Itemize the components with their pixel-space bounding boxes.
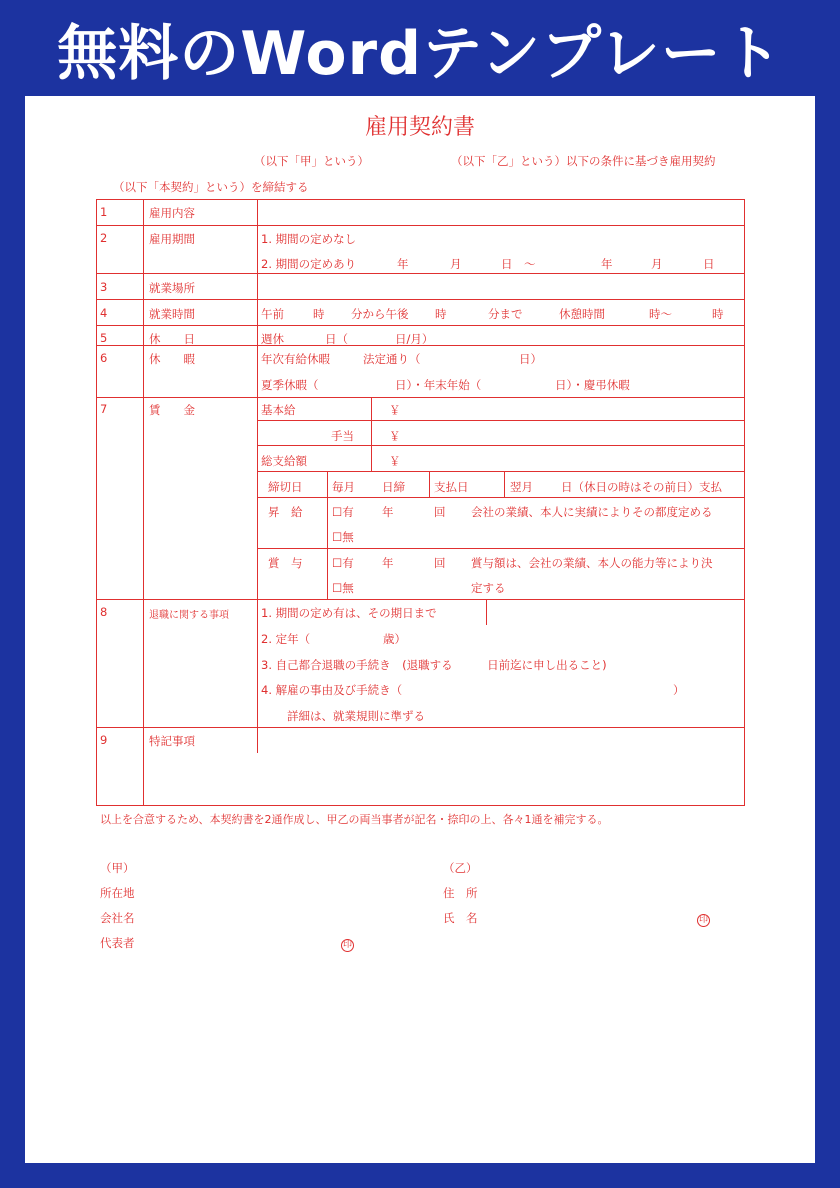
- bonus-year: 年: [382, 556, 394, 570]
- base-salary-label: 基本給: [261, 403, 296, 417]
- paid-leave-days: 日）: [519, 352, 542, 366]
- seal-icon: 印: [342, 940, 352, 950]
- hours-am: 午前: [261, 307, 284, 321]
- holiday-days: 日（: [325, 332, 348, 346]
- closing-date-label: 締切日: [268, 480, 303, 494]
- raise-note: 会社の業績、本人に実績によりその都度定める: [471, 505, 713, 519]
- raise-no-checkbox[interactable]: ☐無: [332, 530, 354, 544]
- bonus-note-line1: 賞与額は、会社の業績、本人の能力等により決: [471, 556, 713, 570]
- paid-leave-statutory: 法定通り（: [363, 352, 421, 366]
- intro-party-a: （以下「甲」という）: [254, 154, 369, 168]
- row9-number: 9: [100, 733, 108, 747]
- intro-party-b: （以下「乙」という）以下の条件に基づき雇用契約: [451, 154, 716, 168]
- retire-item-3: 3. 自己都合退職の手続き (退職する 日前迄に申し出ること): [261, 658, 607, 672]
- period-start-day: 日 ～: [501, 257, 536, 271]
- row8-label: 退職に関する事項: [149, 610, 229, 621]
- bonus-yes-checkbox[interactable]: ☐有: [332, 556, 354, 570]
- period-end-year: 年: [601, 257, 613, 271]
- party-b-heading: （乙）: [443, 861, 478, 875]
- raise-yes-checkbox[interactable]: ☐有: [332, 505, 354, 519]
- period-start-month: 月: [450, 257, 462, 271]
- row2-number: 2: [100, 231, 108, 245]
- bonus-note-line2: 定する: [471, 581, 506, 595]
- period-start-year: 年: [397, 257, 409, 271]
- summer-leave: 夏季休暇（: [261, 378, 319, 392]
- hours-min-pm: 分から午後: [351, 307, 409, 321]
- raise-label: 昇 給: [268, 505, 303, 519]
- retire-item-4-close: ）: [673, 683, 685, 697]
- party-b-address-label: 住 所: [443, 886, 478, 900]
- break-end: 時: [712, 307, 724, 321]
- intro-contract: （以下「本契約」という）を締結する: [113, 180, 309, 194]
- party-a-representative-label: 代表者: [100, 936, 135, 950]
- retire-item-1: 1. 期間の定め有は、その期日まで: [261, 606, 437, 620]
- hours-end-hour: 時: [435, 307, 447, 321]
- row3-number: 3: [100, 280, 108, 294]
- base-salary-yen: ￥: [389, 403, 401, 417]
- row2-label: 雇用期間: [149, 232, 195, 246]
- retire-item-4: 4. 解雇の事由及び手続き（: [261, 683, 403, 697]
- row6-number: 6: [100, 351, 108, 365]
- row7-number: 7: [100, 402, 108, 416]
- hours-start-hour: 時: [313, 307, 325, 321]
- payday-note: 日（休日の時はその前日）支払: [561, 480, 722, 494]
- closing-statement: 以上を合意するため、本契約書を2通作成し、甲乙の両当事者が記名・捺印の上、各々1通を補完する。: [100, 813, 609, 826]
- period-end-day: 日: [703, 257, 715, 271]
- raise-year: 年: [382, 505, 394, 519]
- row1-label: 雇用内容: [149, 206, 195, 220]
- allowance-label: 手当: [331, 429, 354, 443]
- hours-end-min: 分まで: [488, 307, 523, 321]
- row5-number: 5: [100, 331, 108, 345]
- paid-leave-label: 年次有給休暇: [261, 352, 330, 366]
- payday-next-month: 翌月: [510, 480, 533, 494]
- banner-title: 無料のWordテンプレート: [57, 19, 783, 89]
- new-year-leave: 日）・年末年始（: [395, 378, 482, 392]
- raise-times: 回: [434, 505, 446, 519]
- total-pay-label: 総支給額: [261, 454, 307, 468]
- retire-item-2: 2. 定年（: [261, 632, 311, 646]
- bonus-no-checkbox[interactable]: ☐無: [332, 581, 354, 595]
- retire-age: 歳）: [383, 632, 406, 646]
- allowance-yen: ￥: [389, 429, 401, 443]
- row5-label: 休 日: [149, 332, 195, 346]
- bonus-label: 賞 与: [268, 556, 303, 570]
- party-a-company-label: 会社名: [100, 911, 135, 925]
- row6-label: 休 暇: [149, 352, 195, 366]
- period-end-month: 月: [651, 257, 663, 271]
- closing-monthly: 毎月: [332, 480, 355, 494]
- row3-label: 就業場所: [149, 281, 195, 295]
- row4-number: 4: [100, 306, 108, 320]
- row7-label: 賃 金: [149, 403, 195, 417]
- party-a-address-label: 所在地: [100, 886, 135, 900]
- break-time-label: 休憩時間: [559, 307, 605, 321]
- bereavement-leave: 日）・慶弔休暇: [555, 378, 630, 392]
- period-option-none: 1. 期間の定めなし: [261, 232, 357, 246]
- bonus-times: 回: [434, 556, 446, 570]
- row9-label: 特記事項: [149, 734, 195, 748]
- period-option-fixed: 2. 期間の定めあり: [261, 257, 357, 271]
- row8-number: 8: [100, 605, 108, 619]
- retire-details: 詳細は、就業規則に準ずる: [287, 709, 425, 723]
- row1-number: 1: [100, 205, 108, 219]
- closing-day: 日締: [382, 480, 405, 494]
- total-pay-yen: ￥: [389, 454, 401, 468]
- holiday-per-month: 日/月）: [395, 332, 434, 346]
- break-start: 時～: [649, 307, 672, 321]
- party-b-name-label: 氏 名: [443, 911, 478, 925]
- row4-label: 就業時間: [149, 307, 195, 321]
- document-title: 雇用契約書: [364, 115, 475, 140]
- party-a-heading: （甲）: [100, 861, 135, 875]
- seal-icon: 印: [698, 915, 708, 925]
- document-page: [25, 96, 815, 1163]
- holiday-weekly: 週休: [261, 332, 284, 346]
- payday-label: 支払日: [434, 480, 469, 494]
